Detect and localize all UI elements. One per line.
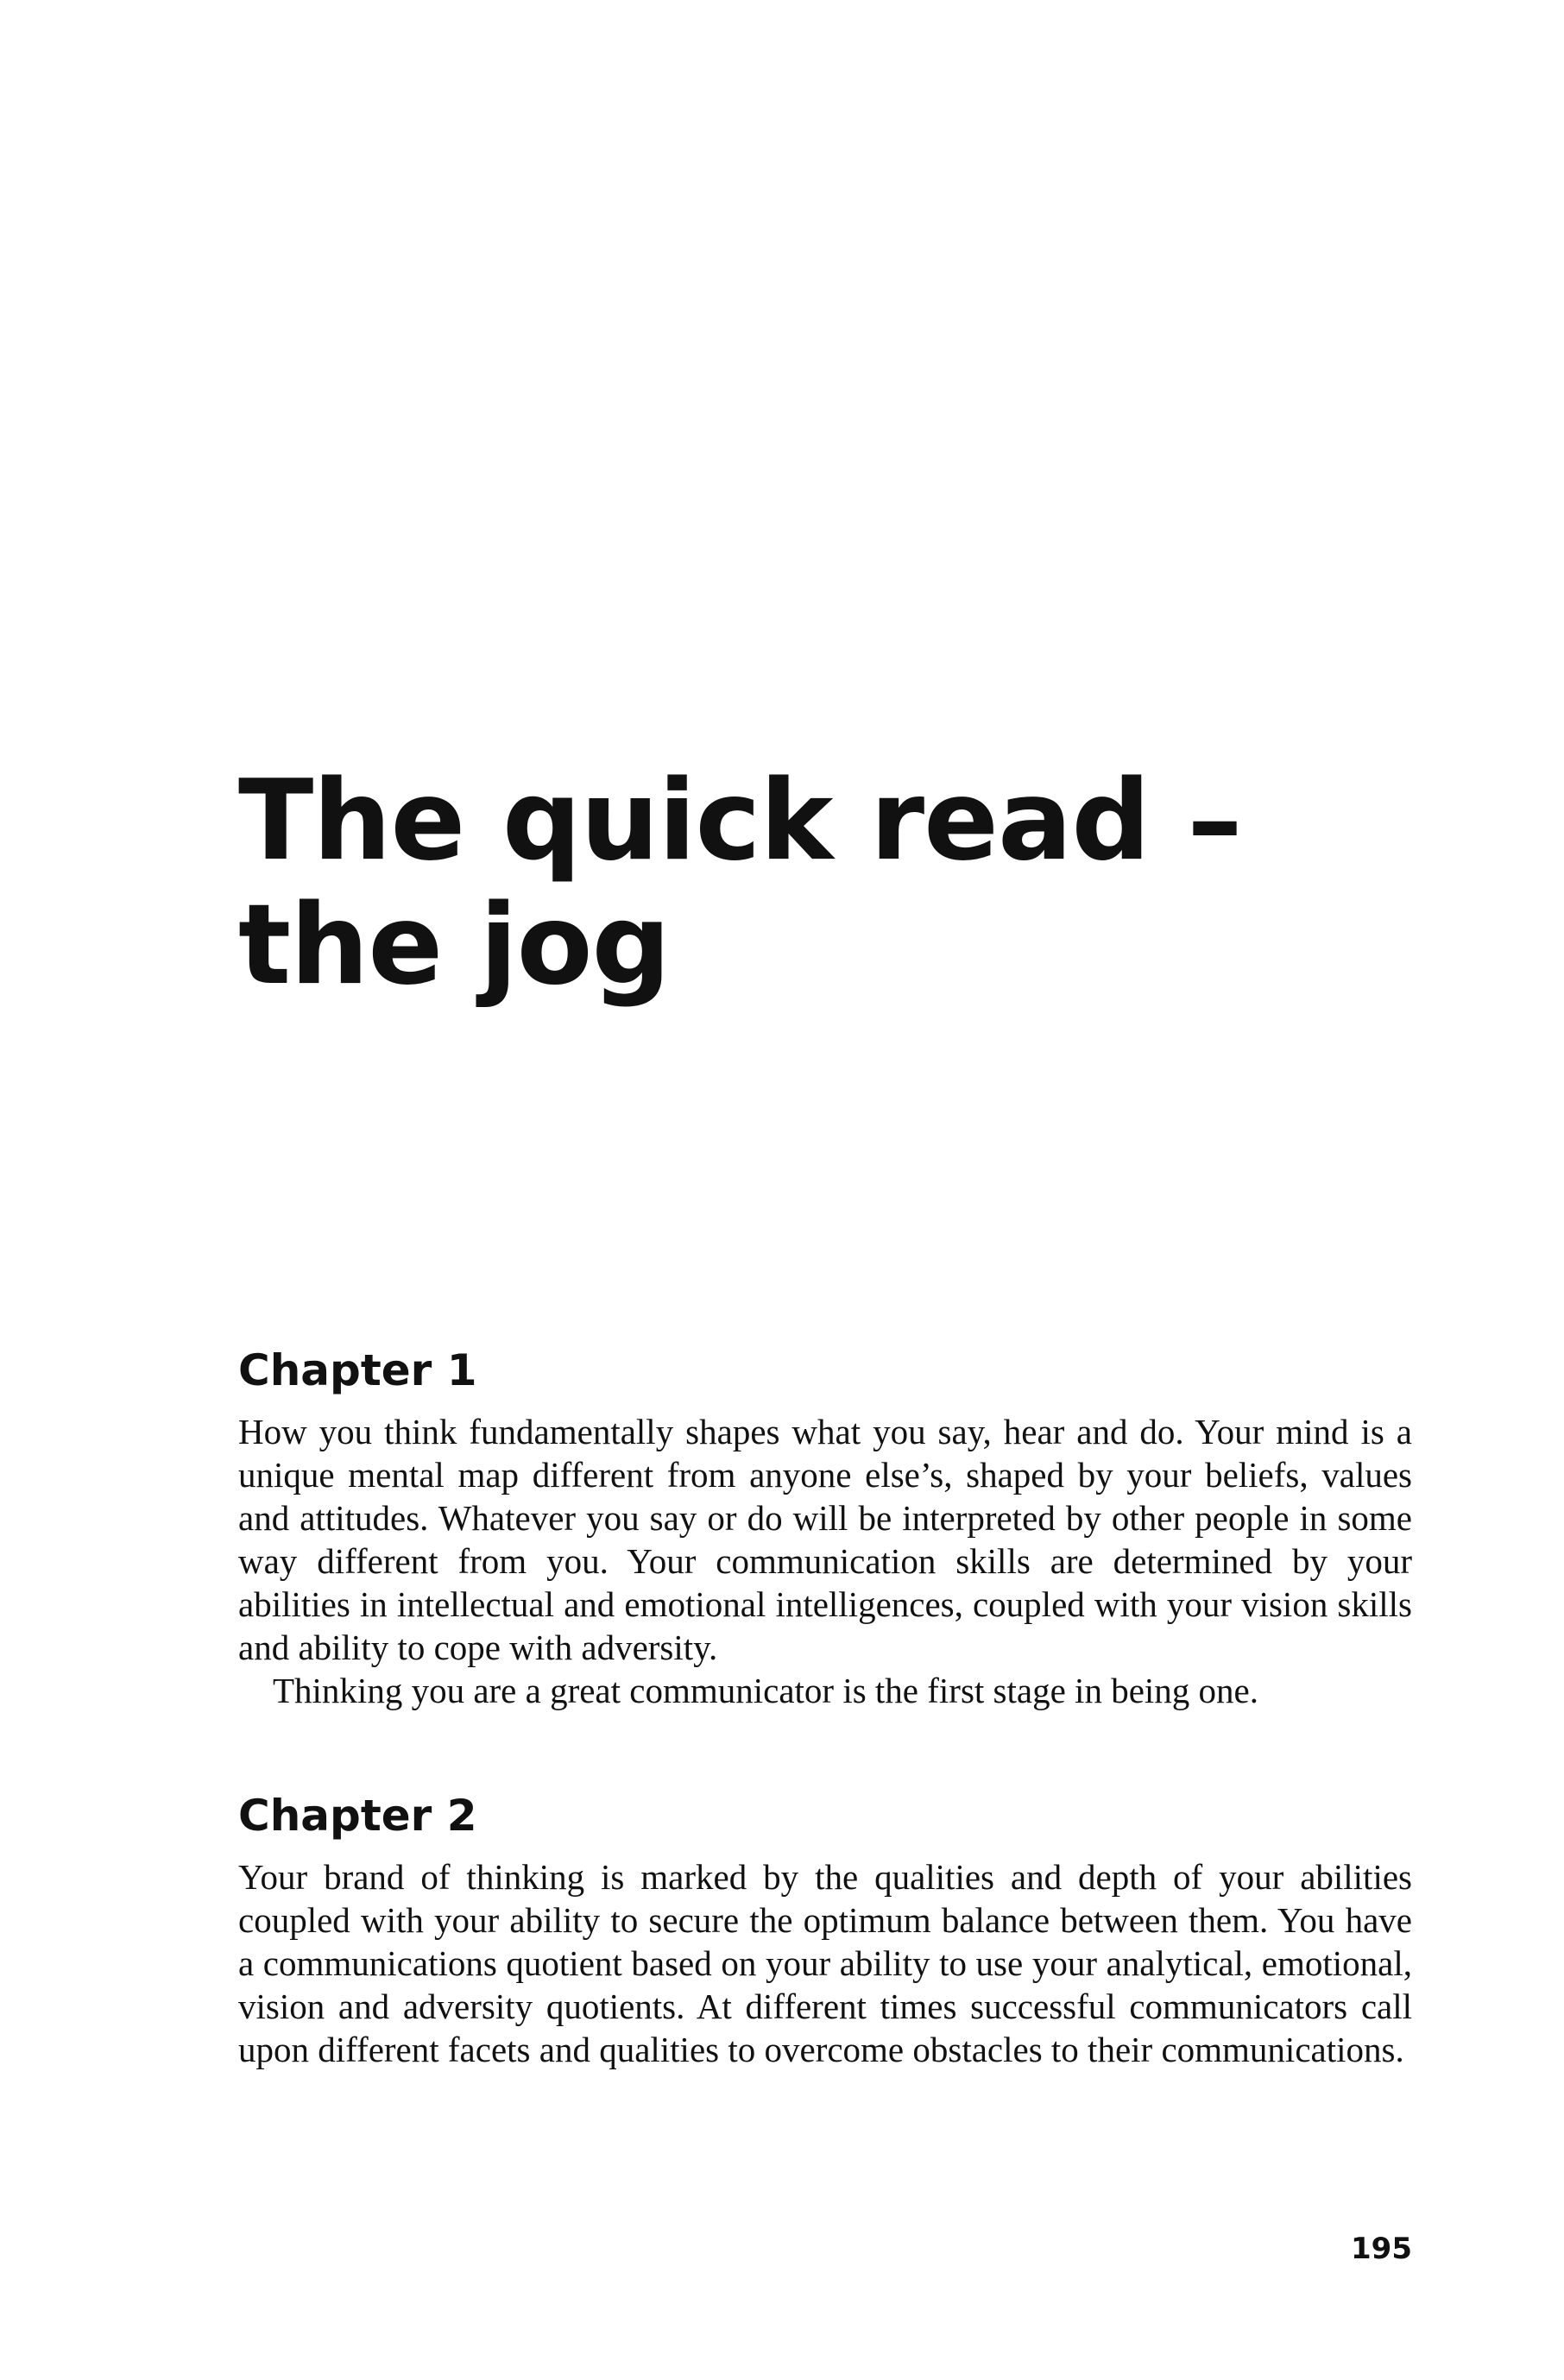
chapter-1-section [238,1343,1412,1712]
chapter-2-heading: Chapter 2 [238,1791,477,1841]
chapter-1-heading: Chapter 1 [238,1345,477,1395]
chapter-1-paragraph-1: How you think fundamentally shapes what you say, hear and do. Your mind is a unique mental map different from anyone else’s, shaped by your beliefs, values and attitudes. Whatever you say or do will be interpreted by other people in some way different from you. Your communication skills are determined by your abilities in intellectual and emotional intelligences, coupled with your vision skills and ability to cope with adversity. [238,1412,1412,1667]
page-number: 195 [1351,2232,1412,2266]
chapter-2-section [238,1788,1412,2071]
title-line-1: The quick read – [238,757,1242,885]
chapter-1-paragraph-2: Thinking you are a great communicator is the first stage in being one. [273,1671,1258,1710]
title-line-2: the jog [238,881,671,1010]
chapter-2-paragraph-1: Your brand of thinking is marked by the qualities and depth of your abilities coupled with your ability to secure the optimum balance between them. You have a communications quotient based on your ability to use your analytical, emotional, vision and adversity quotients. At different times successful communicators call upon different facets and qualities to overcome obstacles to their communications. [238,1857,1412,2069]
page-title [238,757,1242,1010]
